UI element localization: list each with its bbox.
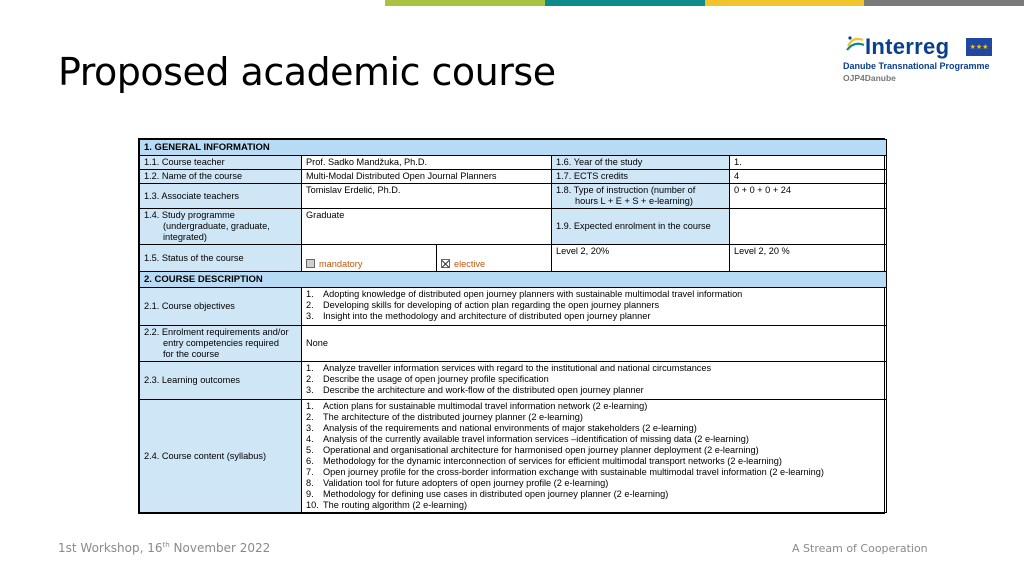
outcomes-list [306, 363, 882, 396]
list-item-text: Analysis of the requirements and national environments of major stakeholders (2 e-learning) [323, 423, 697, 433]
label-course-status: 1.5. Status of the course [140, 245, 302, 272]
checkbox-unchecked-icon [306, 259, 315, 268]
list-item-number: 2. [306, 300, 314, 310]
label-year-of-study: 1.6. Year of the study [552, 156, 730, 170]
list-item-text: Analyze traveller information services with regard to the institutional and national circumstances [323, 363, 712, 373]
list-item-number: 5. [306, 445, 314, 455]
list-item [306, 478, 882, 489]
footer-workshop-date: November 2022 [169, 541, 271, 555]
value-expected-enrolment [730, 209, 887, 245]
label-course-objectives: 2.1. Course objectives [140, 288, 302, 326]
list-item [306, 423, 882, 434]
list-item-text: Open journey profile for the cross-border information exchange with sustainable multimodal travel information (2 e-learning) [323, 467, 824, 477]
bar-segment [864, 0, 1024, 6]
list-item [306, 500, 882, 511]
logo-project: OJP4Danube [843, 73, 896, 83]
objectives-list [306, 289, 882, 322]
label-course-teacher: 1.1. Course teacher [140, 156, 302, 170]
list-item-number: 1. [306, 401, 314, 411]
status-option-elective [437, 245, 552, 272]
list-item-number: 4. [306, 434, 314, 444]
list-item [306, 363, 882, 374]
list-item-number: 2. [306, 412, 314, 422]
footer-workshop-text: 1st Workshop, 16 [58, 541, 163, 555]
bar-segment [545, 0, 705, 6]
label-line: entry competencies required [163, 338, 279, 348]
logo-programme: Danube Transnational Programme [843, 61, 990, 71]
label-course-name: 1.2. Name of the course [140, 170, 302, 184]
value-course-objectives [302, 288, 887, 326]
list-item-text: Methodology for defining use cases in distributed open journey planner (2 e-learning) [323, 489, 669, 499]
list-item [306, 434, 882, 445]
bar-segment [705, 0, 865, 6]
list-item-number: 2. [306, 374, 314, 384]
elective-label: elective [454, 259, 486, 269]
label-line: integrated) [163, 232, 207, 242]
list-item-number: 6. [306, 456, 314, 466]
label-ects-credits: 1.7. ECTS credits [552, 170, 730, 184]
list-item [306, 412, 882, 423]
list-item-number: 1. [306, 289, 314, 299]
logo-swirl-icon [845, 32, 867, 54]
label-line: 1.8. Type of instruction (number of [556, 185, 696, 195]
list-item-text: Methodology for the dynamic interconnection of services for efficient multimodal transport networks (2 e-learning) [323, 456, 782, 466]
label-line: 2.2. Enrolment requirements and/or [144, 327, 289, 337]
label-course-content: 2.4. Course content (syllabus) [140, 400, 302, 513]
list-item-text: Developing skills for developing of action plan regarding the open journey planners [323, 300, 660, 310]
list-item-number: 3. [306, 311, 314, 321]
list-item [306, 489, 882, 500]
top-color-bar [385, 0, 1024, 6]
label-line: for the course [163, 349, 220, 359]
label-line: 1.4. Study programme [144, 210, 235, 220]
list-item-text: Insight into the methodology and architecture of distributed open journey planner [323, 311, 651, 321]
eu-flag-icon: ★★★ [966, 38, 992, 56]
list-item-number: 3. [306, 423, 314, 433]
label-type-of-instruction [552, 184, 730, 209]
interreg-logo [843, 26, 998, 82]
mandatory-label: mandatory [319, 259, 363, 269]
label-associate-teachers: 1.3. Associate teachers [140, 184, 302, 209]
section-general-information: 1. GENERAL INFORMATION [140, 140, 887, 156]
status-option-mandatory [302, 245, 437, 272]
label-line: (undergraduate, graduate, [163, 221, 270, 231]
footer-workshop [58, 541, 270, 555]
footer-tagline: A Stream of Cooperation [792, 542, 928, 555]
value-level-a: Level 2, 20% [552, 245, 730, 272]
list-item [306, 401, 882, 412]
syllabus-list [306, 401, 882, 511]
list-item-number: 9. [306, 489, 314, 499]
list-item-number: 3. [306, 385, 314, 395]
value-study-programme: Graduate [302, 209, 552, 245]
bar-segment [385, 0, 545, 6]
list-item [306, 385, 882, 396]
value-enrolment-requirements: None [302, 326, 887, 362]
value-level-b: Level 2, 20 % [730, 245, 887, 272]
list-item-number: 7. [306, 467, 314, 477]
section-course-description: 2. COURSE DESCRIPTION [140, 272, 887, 288]
list-item [306, 374, 882, 385]
footer-workshop-sup: th [162, 541, 170, 549]
list-item-text: The routing algorithm (2 e-learning) [323, 500, 468, 510]
label-enrolment-requirements [140, 326, 302, 362]
label-learning-outcomes: 2.3. Learning outcomes [140, 362, 302, 400]
list-item-number: 1. [306, 363, 314, 373]
list-item-text: Validation tool for future adopters of open journey profile (2 e-learning) [323, 478, 609, 488]
value-associate-teachers: Tomislav Erdelić, Ph.D. [302, 184, 552, 209]
list-item-text: Describe the architecture and work-flow of the distributed open journey planner [323, 385, 644, 395]
label-expected-enrolment: 1.9. Expected enrolment in the course [552, 209, 730, 245]
list-item-text: The architecture of the distributed journey planner (2 e-learning) [323, 412, 583, 422]
list-item [306, 289, 882, 300]
value-learning-outcomes [302, 362, 887, 400]
label-study-programme [140, 209, 302, 245]
value-course-teacher: Prof. Sadko Mandžuka, Ph.D. [302, 156, 552, 170]
value-ects-credits: 4 [730, 170, 887, 184]
list-item [306, 445, 882, 456]
list-item-text: Action plans for sustainable multimodal travel information network (2 e-learning) [323, 401, 648, 411]
logo-brand: Interreg [865, 34, 950, 59]
list-item [306, 467, 882, 478]
value-type-of-instruction: 0 + 0 + 0 + 24 [730, 184, 887, 209]
list-item-text: Describe the usage of open journey profile specification [323, 374, 549, 384]
checkbox-checked-icon [441, 259, 450, 268]
list-item [306, 300, 882, 311]
list-item [306, 311, 882, 322]
list-item-number: 10. [306, 500, 319, 510]
list-item-number: 8. [306, 478, 314, 488]
list-item [306, 456, 882, 467]
list-item-text: Adopting knowledge of distributed open journey planners with sustainable multimodal travel information [323, 289, 743, 299]
list-item-text: Operational and organisational architecture for harmonised open journey planner deployment (2 e-learning) [323, 445, 759, 455]
list-item-text: Analysis of the currently available travel information services –identification of missing data (2 e-learning) [323, 434, 749, 444]
course-form [138, 138, 885, 514]
slide-title: Proposed academic course [58, 50, 556, 94]
value-year-of-study: 1. [730, 156, 887, 170]
label-line: hours L + E + S + e-learning) [575, 196, 693, 206]
value-course-content [302, 400, 887, 513]
value-course-name: Multi-Modal Distributed Open Journal Planners [302, 170, 552, 184]
